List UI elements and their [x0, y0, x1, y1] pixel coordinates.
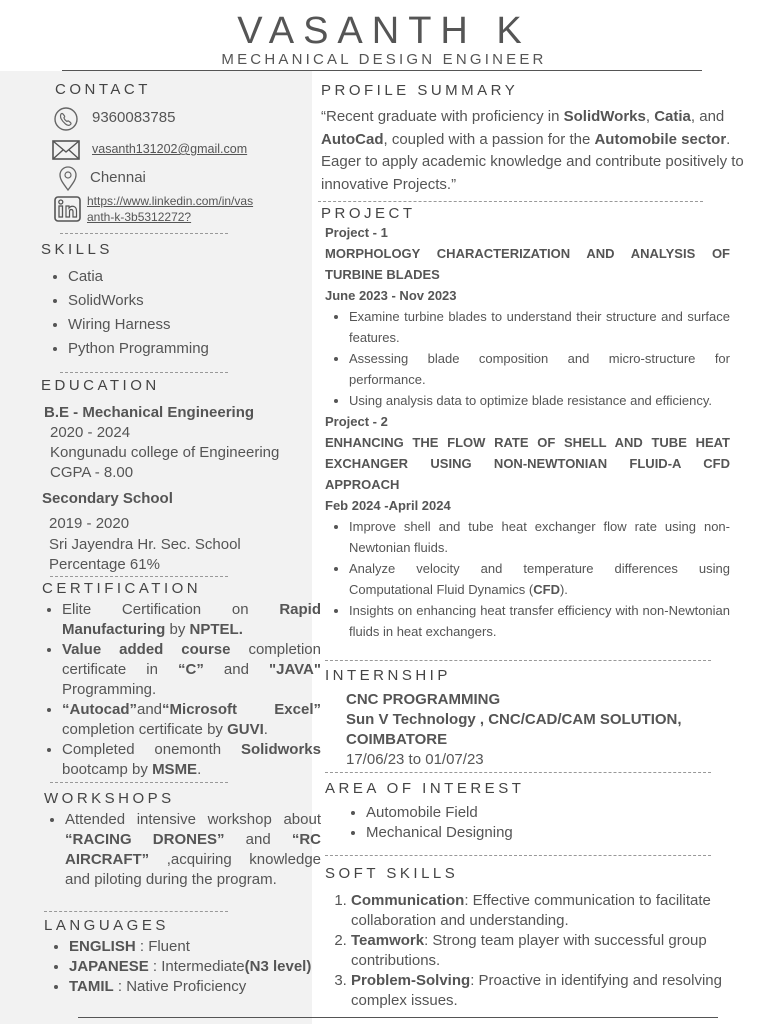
project-2-dates: Feb 2024 -April 2024 [325, 498, 451, 513]
interest-item: • Automobile Field [366, 803, 513, 823]
email-icon [52, 139, 80, 165]
soft-skills-list [325, 891, 756, 1011]
language-item: • ENGLISH : Fluent [69, 937, 349, 957]
internship-title: CNC PROGRAMMING [346, 691, 501, 708]
skill-item: • Python Programming [68, 337, 209, 361]
project-divider [325, 660, 711, 661]
project-bullet: • Analyze velocity and temperature differences using Computational Fluid Dynamics (CFD). [349, 558, 730, 600]
cgpa: CGPA - 8.00 [50, 464, 134, 481]
workshops-heading: WORKSHOPS [44, 790, 175, 807]
language-item: • TAMIL : Native Proficiency [69, 977, 349, 997]
school-years: 2019 - 2020 [49, 515, 130, 532]
workshops-list [41, 810, 321, 890]
project-bullet: • Using analysis data to optimize blade resistance and efficiency. [349, 390, 730, 411]
interest-divider [325, 855, 711, 856]
project-bullet: • Assessing blade composition and micro-structure for performance. [349, 348, 730, 390]
soft-skill-item: 2. Teamwork: Strong team player with successful group contributions. [351, 931, 756, 971]
education-divider [50, 576, 228, 577]
certification-item: • Elite Certification on Rapid Manufacturing by NPTEL. [62, 600, 321, 640]
degree-title: B.E - Mechanical Engineering [44, 404, 255, 421]
school-percentage: Percentage 61% [49, 556, 160, 573]
certification-item: • Completed onemonth Solidworks bootcamp by MSME. [62, 740, 321, 780]
languages-heading: LANGUAGES [44, 917, 169, 934]
skill-item: • Wiring Harness [68, 313, 209, 337]
project-2-title: ENHANCING THE FLOW RATE OF SHELL AND TUBE HEAT EXCHANGER USING NON-NEWTONIAN FLUID-A CFD APPROACH [325, 435, 730, 492]
profile-summary-text: “Recent graduate with proficiency in SolidWorks, Catia, and AutoCad, coupled with a passion for the Automobile sector. Eager to apply academic knowledge and contribute positively to innovative Projects.” [321, 108, 744, 193]
certification-list [38, 600, 321, 780]
school-title: Secondary School [42, 490, 173, 507]
profile-heading: PROFILE SUMMARY [321, 82, 519, 99]
languages-list [43, 937, 349, 997]
interest-heading: AREA OF INTEREST [325, 780, 525, 797]
contact-phone: 9360083785 [92, 109, 176, 126]
project-bullet: • Insights on enhancing heat transfer efficiency with non-Newtonian fluids in heat exchangers. [349, 600, 730, 642]
workshop-item: • Attended intensive workshop about “RACING DRONES” and “RC AIRCRAFT” ,acquiring knowledge and piloting during the program. [65, 810, 321, 890]
linkedin-url-line1: https://www.linkedin.com/in/vas [87, 194, 254, 208]
school-name: Sri Jayendra Hr. Sec. School [49, 536, 241, 553]
linkedin-icon [54, 196, 82, 222]
soft-skill-item: 1. Communication: Effective communication to facilitate collaboration and understanding. [351, 891, 756, 931]
profile-divider [318, 201, 703, 202]
skills-divider [60, 372, 228, 373]
project-1-bullets [325, 306, 730, 411]
certification-item: • “Autocad”and“Microsoft Excel” completion certificate by GUVI. [62, 700, 321, 740]
workshops-divider [44, 911, 228, 912]
project-heading: PROJECT [321, 205, 416, 222]
internship-divider [325, 772, 711, 773]
project-bullet: • Improve shell and tube heat exchanger flow rate using non-Newtonian fluids. [349, 516, 730, 558]
location-pin-icon [56, 166, 84, 192]
skill-item: • Catia [68, 265, 209, 289]
project-2-label: Project - 2 [325, 414, 388, 429]
certification-divider [50, 782, 228, 783]
soft-skills-heading: SOFT SKILLS [325, 865, 459, 882]
footer-divider [78, 1017, 718, 1018]
project-1-dates: June 2023 - Nov 2023 [325, 288, 457, 303]
contact-divider [60, 233, 228, 234]
internship-dates: 17/06/23 to 01/07/23 [346, 751, 484, 768]
skill-item: • SolidWorks [68, 289, 209, 313]
project-1-label: Project - 1 [325, 225, 388, 240]
college-name: Kongunadu college of Engineering [50, 444, 280, 461]
certification-heading: CERTIFICATION [42, 580, 202, 597]
project-section [325, 222, 730, 642]
soft-skill-item: 3. Problem-Solving: Proactive in identifying and resolving complex issues. [351, 971, 756, 1011]
education-heading: EDUCATION [41, 377, 160, 394]
contact-location: Chennai [90, 169, 146, 186]
phone-icon [52, 106, 80, 132]
language-item: • JAPANESE : Intermediate(N3 level) [69, 957, 349, 977]
internship-heading: INTERNSHIP [325, 667, 451, 684]
certification-item: • Value added course completion certificate in “C” and "JAVA" Programming. [62, 640, 321, 700]
skills-list [42, 265, 209, 361]
candidate-role: MECHANICAL DESIGN ENGINEER [221, 51, 547, 68]
internship-company: Sun V Technology , CNC/CAD/CAM SOLUTION, COIMBATORE [346, 711, 682, 748]
project-1-title: MORPHOLOGY CHARACTERIZATION AND ANALYSIS OF TURBINE BLADES [325, 246, 730, 282]
contact-linkedin-link[interactable] [87, 193, 297, 225]
interest-item: • Mechanical Designing [366, 823, 513, 843]
contact-email-link[interactable]: vasanth131202@gmail.com [92, 142, 248, 156]
candidate-name: VASANTH K [237, 10, 531, 52]
project-2-bullets [325, 516, 730, 642]
interest-list [340, 803, 513, 843]
project-bullet: • Examine turbine blades to understand their structure and surface features. [349, 306, 730, 348]
degree-years: 2020 - 2024 [50, 424, 131, 441]
linkedin-url-line2: anth-k-3b5312272? [87, 210, 192, 224]
skills-heading: SKILLS [41, 241, 113, 258]
header-divider [62, 70, 702, 71]
contact-heading: CONTACT [55, 81, 151, 98]
